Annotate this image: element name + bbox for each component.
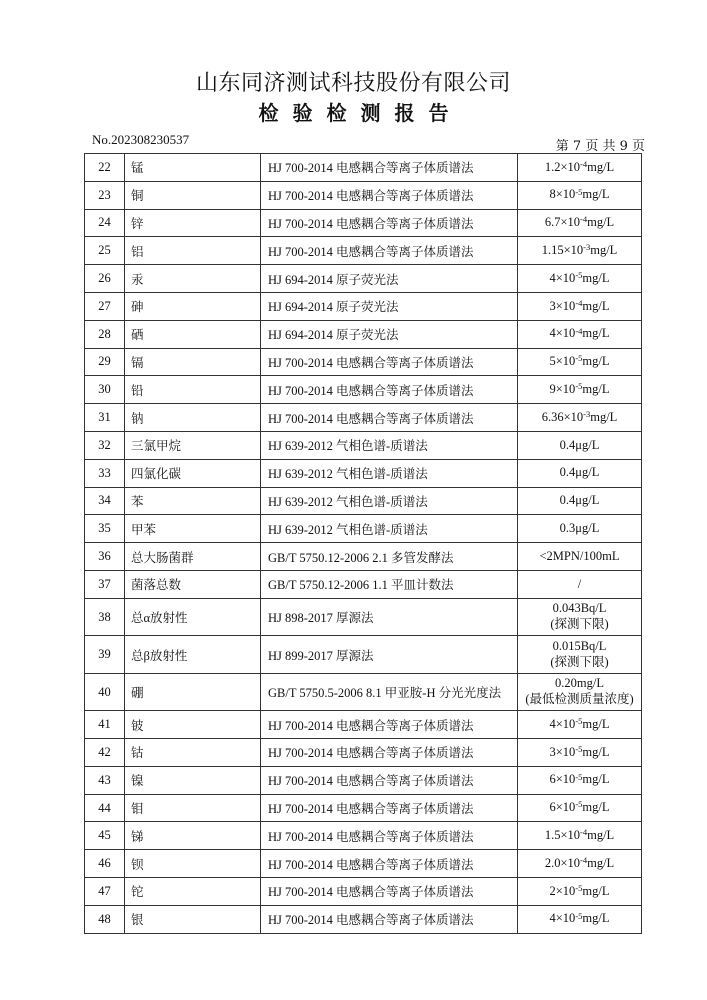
limit-value: 0.4μg/L — [559, 437, 600, 452]
detection-limit — [518, 404, 642, 432]
limit-exponent: -4 — [580, 214, 588, 225]
page-indicator: 第 7 页 共 9 页 — [555, 139, 645, 154]
limit-value: <2MPN/100mL — [539, 548, 620, 563]
row-index: 22 — [85, 154, 125, 182]
item-name: 铅 — [125, 376, 261, 404]
limit-mantissa: 4×10 — [549, 716, 576, 731]
detection-limit — [518, 515, 642, 543]
table-row — [85, 376, 642, 404]
limit-unit: mg/L — [582, 187, 610, 202]
item-name: 铊 — [125, 878, 261, 906]
limit-mantissa: 4×10 — [549, 911, 576, 926]
table-row — [85, 237, 642, 265]
limit-mantissa: 3×10 — [549, 298, 576, 313]
results-table-body — [85, 154, 642, 934]
detection-limit — [518, 739, 642, 767]
test-method: HJ 700-2014 电感耦合等离子体质谱法 — [261, 905, 518, 933]
detection-limit — [518, 154, 642, 182]
limit-mantissa: 1.2×10 — [544, 159, 580, 174]
limit-mantissa: 8×10 — [549, 187, 576, 202]
table-row — [85, 515, 642, 543]
test-method: HJ 700-2014 电感耦合等离子体质谱法 — [261, 766, 518, 794]
limit-unit: mg/L — [582, 800, 610, 815]
detection-limit — [518, 431, 642, 459]
limit-unit: mg/L — [582, 298, 610, 313]
item-name: 锌 — [125, 209, 261, 237]
table-row — [85, 905, 642, 933]
item-name: 砷 — [125, 292, 261, 320]
limit-unit: mg/L — [582, 744, 610, 759]
test-method: HJ 700-2014 电感耦合等离子体质谱法 — [261, 711, 518, 739]
limit-mantissa: 2×10 — [549, 883, 576, 898]
detection-limit — [518, 711, 642, 739]
test-method: HJ 700-2014 电感耦合等离子体质谱法 — [261, 850, 518, 878]
row-index: 26 — [85, 265, 125, 293]
limit-unit: mg/L — [590, 409, 618, 424]
item-name: 钡 — [125, 850, 261, 878]
limit-unit: mg/L — [582, 354, 610, 369]
row-index: 23 — [85, 181, 125, 209]
item-name: 汞 — [125, 265, 261, 293]
test-method: HJ 700-2014 电感耦合等离子体质谱法 — [261, 237, 518, 265]
table-row — [85, 598, 642, 636]
test-method: HJ 639-2012 气相色谱-质谱法 — [261, 487, 518, 515]
table-row — [85, 878, 642, 906]
limit-mantissa: 9×10 — [549, 381, 576, 396]
table-row — [85, 636, 642, 674]
limit-unit: mg/L — [582, 270, 610, 285]
detection-limit — [518, 348, 642, 376]
row-index: 46 — [85, 850, 125, 878]
limit-value: 0.015Bq/L — [552, 638, 607, 653]
item-name: 钠 — [125, 404, 261, 432]
detection-limit — [518, 459, 642, 487]
item-name: 铝 — [125, 237, 261, 265]
limit-exponent: -5 — [575, 882, 583, 893]
row-index: 38 — [85, 598, 125, 636]
test-method: GB/T 5750.12-2006 2.1 多管发酵法 — [261, 543, 518, 571]
item-name: 锰 — [125, 154, 261, 182]
row-index: 36 — [85, 543, 125, 571]
detection-limit — [518, 181, 642, 209]
detection-limit — [518, 878, 642, 906]
limit-value: 0.20mg/L — [555, 676, 604, 691]
item-name: 铜 — [125, 181, 261, 209]
report-number: No.202308230537 — [92, 132, 190, 147]
table-row — [85, 209, 642, 237]
limit-mantissa: 3×10 — [549, 744, 576, 759]
test-method: HJ 639-2012 气相色谱-质谱法 — [261, 431, 518, 459]
limit-mantissa: 1.5×10 — [544, 828, 580, 843]
item-name: 总α放射性 — [125, 598, 261, 636]
test-method: HJ 694-2014 原子荧光法 — [261, 265, 518, 293]
detection-limit — [518, 673, 642, 711]
row-index: 27 — [85, 292, 125, 320]
detection-limit — [518, 487, 642, 515]
test-method: HJ 898-2017 厚源法 — [261, 598, 518, 636]
table-row — [85, 404, 642, 432]
table-row — [85, 570, 642, 598]
row-index: 35 — [85, 515, 125, 543]
row-index: 42 — [85, 739, 125, 767]
item-name: 钴 — [125, 739, 261, 767]
limit-exponent: -4 — [575, 297, 583, 308]
row-index: 28 — [85, 320, 125, 348]
table-row — [85, 292, 642, 320]
row-index: 39 — [85, 636, 125, 674]
detection-limit — [518, 850, 642, 878]
table-row — [85, 487, 642, 515]
item-name: 硒 — [125, 320, 261, 348]
limit-mantissa: 6×10 — [549, 800, 576, 815]
table-row — [85, 265, 642, 293]
row-index: 30 — [85, 376, 125, 404]
detection-limit — [518, 905, 642, 933]
row-index: 34 — [85, 487, 125, 515]
limit-mantissa: 5×10 — [549, 354, 576, 369]
detection-limit — [518, 794, 642, 822]
results-table — [84, 153, 642, 934]
table-row — [85, 739, 642, 767]
row-index: 40 — [85, 673, 125, 711]
limit-exponent: -5 — [575, 381, 583, 392]
limit-unit: mg/L — [582, 911, 610, 926]
item-name: 钼 — [125, 794, 261, 822]
item-name: 四氯化碳 — [125, 459, 261, 487]
item-name: 铍 — [125, 711, 261, 739]
limit-exponent: -3 — [583, 408, 591, 419]
table-row — [85, 154, 642, 182]
limit-value: 0.4μg/L — [559, 493, 600, 508]
detection-limit — [518, 320, 642, 348]
test-method: HJ 700-2014 电感耦合等离子体质谱法 — [261, 376, 518, 404]
row-index: 44 — [85, 794, 125, 822]
test-method: HJ 694-2014 原子荧光法 — [261, 320, 518, 348]
limit-mantissa: 4×10 — [549, 270, 576, 285]
item-name: 镍 — [125, 766, 261, 794]
table-row — [85, 794, 642, 822]
row-index: 41 — [85, 711, 125, 739]
limit-exponent: -4 — [580, 855, 588, 865]
row-index: 37 — [85, 570, 125, 598]
test-method: HJ 899-2017 厚源法 — [261, 636, 518, 674]
table-row — [85, 181, 642, 209]
test-method: HJ 700-2014 电感耦合等离子体质谱法 — [261, 209, 518, 237]
item-name: 总大肠菌群 — [125, 543, 261, 571]
test-method: HJ 700-2014 电感耦合等离子体质谱法 — [261, 348, 518, 376]
table-row — [85, 431, 642, 459]
test-method: HJ 700-2014 电感耦合等离子体质谱法 — [261, 878, 518, 906]
test-method: HJ 700-2014 电感耦合等离子体质谱法 — [261, 739, 518, 767]
test-method: HJ 700-2014 电感耦合等离子体质谱法 — [261, 181, 518, 209]
test-method: HJ 694-2014 原子荧光法 — [261, 292, 518, 320]
limit-unit: mg/L — [590, 242, 618, 257]
limit-unit: mg/L — [587, 855, 615, 870]
limit-exponent: -5 — [575, 269, 583, 280]
limit-value: 0.3μg/L — [559, 520, 600, 535]
item-name: 苯 — [125, 487, 261, 515]
table-row — [85, 543, 642, 571]
limit-value: / — [577, 576, 582, 591]
report-title: 检验检测报告 — [258, 101, 463, 125]
limit-mantissa: 6×10 — [549, 772, 576, 787]
company-name: 山东同济测试科技股份有限公司 — [195, 71, 511, 96]
limit-value: 0.043Bq/L — [552, 601, 607, 616]
limit-note: (探测下限) — [550, 617, 609, 631]
row-index: 43 — [85, 766, 125, 794]
table-row — [85, 348, 642, 376]
row-index: 47 — [85, 878, 125, 906]
limit-exponent: -5 — [575, 353, 583, 364]
limit-unit: mg/L — [582, 326, 610, 341]
detection-limit — [518, 265, 642, 293]
detection-limit — [518, 598, 642, 636]
row-index: 25 — [85, 237, 125, 265]
limit-mantissa: 1.15×10 — [541, 242, 584, 257]
limit-unit: mg/L — [587, 828, 615, 843]
limit-unit: mg/L — [582, 381, 610, 396]
detection-limit — [518, 822, 642, 850]
test-method: HJ 639-2012 气相色谱-质谱法 — [261, 459, 518, 487]
test-method: HJ 700-2014 电感耦合等离子体质谱法 — [261, 794, 518, 822]
limit-exponent: -4 — [575, 325, 583, 336]
limit-note: (探测下限) — [550, 654, 609, 669]
limit-exponent: -5 — [575, 716, 583, 727]
test-method: HJ 700-2014 电感耦合等离子体质谱法 — [261, 822, 518, 850]
test-method: GB/T 5750.12-2006 1.1 平皿计数法 — [261, 570, 518, 598]
row-index: 32 — [85, 431, 125, 459]
limit-unit: mg/L — [582, 883, 610, 898]
table-row — [85, 766, 642, 794]
detection-limit — [518, 570, 642, 598]
row-index: 48 — [85, 905, 125, 933]
limit-exponent: -5 — [575, 771, 583, 782]
detection-limit — [518, 376, 642, 404]
limit-unit: mg/L — [587, 215, 615, 230]
table-row — [85, 673, 642, 711]
limit-exponent: -4 — [580, 158, 588, 169]
item-name: 硼 — [125, 673, 261, 711]
limit-mantissa: 2.0×10 — [544, 855, 580, 870]
detection-limit — [518, 636, 642, 674]
table-row — [85, 850, 642, 878]
row-index: 45 — [85, 822, 125, 850]
row-index: 33 — [85, 459, 125, 487]
row-index: 31 — [85, 404, 125, 432]
limit-mantissa: 6.7×10 — [544, 215, 580, 230]
limit-exponent: -5 — [575, 799, 583, 810]
limit-mantissa: 6.36×10 — [541, 409, 584, 424]
item-name: 锑 — [125, 822, 261, 850]
limit-exponent: -3 — [583, 242, 591, 253]
row-index: 24 — [85, 209, 125, 237]
table-row — [85, 320, 642, 348]
limit-exponent: -5 — [575, 186, 583, 197]
test-method: HJ 700-2014 电感耦合等离子体质谱法 — [261, 404, 518, 432]
item-name: 菌落总数 — [125, 570, 261, 598]
item-name: 总β放射性 — [125, 636, 261, 674]
limit-value: 0.4μg/L — [559, 465, 600, 480]
table-row — [85, 459, 642, 487]
limit-exponent: -4 — [580, 827, 588, 838]
limit-unit: mg/L — [582, 772, 610, 787]
detection-limit — [518, 543, 642, 571]
limit-exponent: -5 — [575, 743, 583, 754]
test-method: HJ 639-2012 气相色谱-质谱法 — [261, 515, 518, 543]
limit-note: (最低检测质量浓度) — [525, 692, 634, 706]
detection-limit — [518, 766, 642, 794]
item-name: 银 — [125, 905, 261, 933]
detection-limit — [518, 209, 642, 237]
test-method: HJ 700-2014 电感耦合等离子体质谱法 — [261, 154, 518, 182]
row-index: 29 — [85, 348, 125, 376]
limit-unit: mg/L — [587, 159, 615, 174]
item-name: 镉 — [125, 348, 261, 376]
detection-limit — [518, 237, 642, 265]
item-name: 甲苯 — [125, 515, 261, 543]
table-row — [85, 711, 642, 739]
test-method: GB/T 5750.5-2006 8.1 甲亚胺-H 分光光度法 — [261, 673, 518, 711]
limit-mantissa: 4×10 — [549, 326, 576, 341]
limit-unit: mg/L — [582, 716, 610, 731]
table-row — [85, 822, 642, 850]
detection-limit — [518, 292, 642, 320]
limit-exponent: -5 — [575, 910, 583, 921]
item-name: 三氯甲烷 — [125, 431, 261, 459]
